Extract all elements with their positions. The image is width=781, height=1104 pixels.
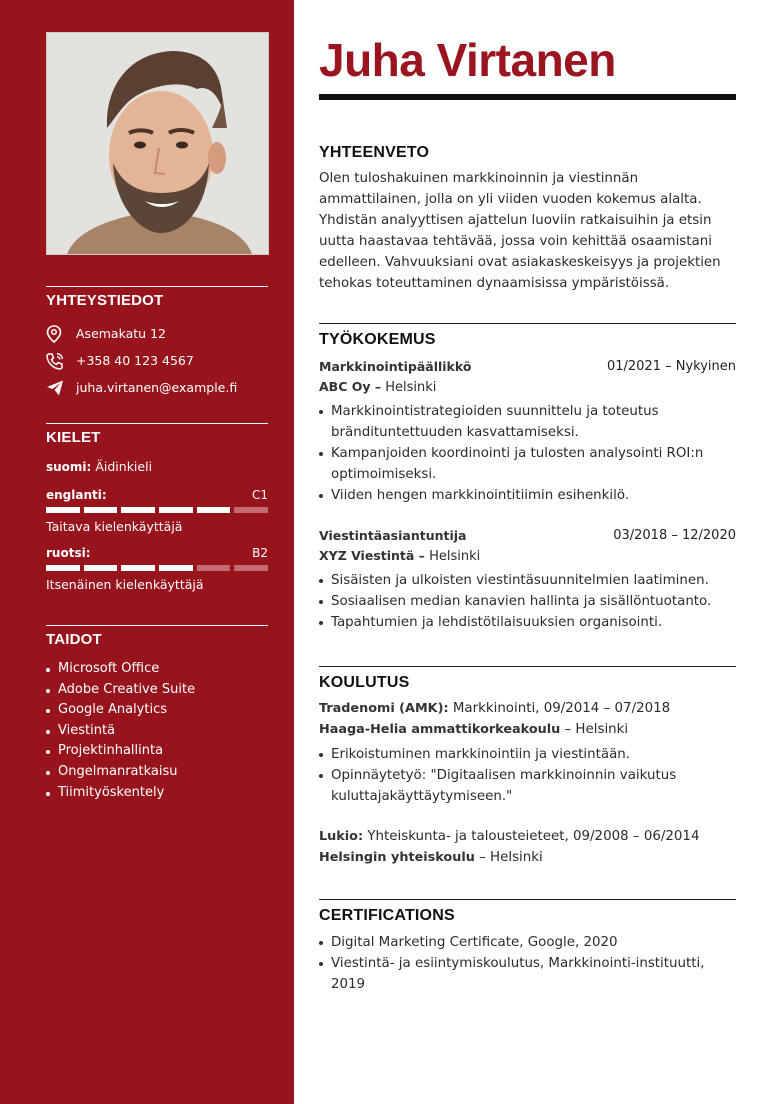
certifications-section	[319, 899, 736, 995]
proficiency-bar-filled	[46, 507, 80, 513]
job-company-name: ABC Oy –	[319, 379, 382, 394]
job-bullets	[319, 401, 736, 506]
job-bullet: Markkinointistrategioiden suunnittelu ja toteutus brändituntettuuden kasvattamiseksi.	[319, 401, 736, 443]
job-company-name: XYZ Viestintä –	[319, 548, 425, 563]
proficiency-bar-filled	[197, 507, 231, 513]
phone-icon	[46, 352, 64, 370]
name-underline	[319, 94, 736, 100]
certifications-heading: CERTIFICATIONS	[319, 907, 455, 924]
education-degree: Tradenomi (AMK):	[319, 701, 449, 716]
contact-heading: YHTEYSTIEDOT	[46, 292, 164, 309]
proficiency-bar-filled	[159, 565, 193, 571]
proficiency-bar-filled	[121, 507, 155, 513]
languages-heading: KIELET	[46, 429, 101, 446]
language-swedish	[46, 543, 268, 595]
language-native	[46, 457, 268, 477]
skill-item: Viestintä	[46, 721, 268, 742]
experience-divider	[319, 323, 736, 324]
certification-item: Digital Marketing Certificate, Google, 2020	[319, 932, 736, 953]
contact-section	[46, 286, 268, 401]
job-dates: 01/2021 – Nykyinen	[606, 359, 736, 374]
language-english-level: C1	[251, 488, 268, 502]
language-native-label: suomi:	[46, 460, 92, 474]
contact-email-text: juha.virtanen@example.fi	[76, 380, 238, 395]
education-location: – Helsinki	[479, 850, 543, 865]
proficiency-bar-filled	[121, 565, 155, 571]
skills-section	[46, 625, 268, 803]
certification-item: Viestintä- ja esiintymiskoulutus, Markkinointi-instituutti, 2019	[319, 953, 736, 995]
skill-item: Ongelmanratkaisu	[46, 762, 268, 783]
job-location: Helsinki	[429, 549, 481, 564]
contact-divider	[46, 286, 268, 287]
summary-section	[319, 141, 736, 294]
contact-address-text: Asemakatu 12	[76, 326, 166, 341]
summary-heading: YHTEENVETO	[319, 144, 430, 161]
job-bullet: Sisäisten ja ulkoisten viestintäsuunnitelmien laatiminen.	[319, 570, 736, 591]
language-english-desc: Taitava kielenkäyttäjä	[46, 519, 183, 534]
contact-phone[interactable]	[46, 347, 268, 374]
certifications-divider	[319, 899, 736, 900]
education-degree: Lukio:	[319, 829, 364, 844]
language-english	[46, 485, 268, 537]
skill-item: Adobe Creative Suite	[46, 680, 268, 701]
job-entry	[319, 526, 736, 633]
skill-item: Google Analytics	[46, 700, 268, 721]
education-entry	[319, 826, 736, 868]
skill-item: Microsoft Office	[46, 659, 268, 680]
language-swedish-bars	[46, 565, 268, 571]
contact-phone-text: +358 40 123 4567	[76, 353, 194, 368]
job-location: Helsinki	[385, 380, 437, 395]
languages-divider	[46, 423, 268, 424]
proficiency-bar-filled	[159, 507, 193, 513]
contact-address	[46, 320, 268, 347]
language-english-label: englanti:	[46, 488, 107, 502]
job-bullet: Tapahtumien ja lehdistötilaisuuksien organisointi.	[319, 612, 736, 633]
job-bullets	[319, 570, 736, 633]
education-entry	[319, 698, 736, 807]
education-bullet: Erikoistuminen markkinointiin ja viestintään.	[319, 744, 736, 765]
education-bullet: Opinnäytetyö: "Digitaalisen markkinoinnin vaikutus kuluttajakäyttäytymiseen."	[319, 765, 736, 807]
location-pin-icon	[46, 325, 64, 343]
proficiency-bar-empty	[234, 507, 268, 513]
profile-photo-illustration	[47, 33, 268, 254]
education-heading: KOULUTUS	[319, 674, 410, 691]
job-entry	[319, 357, 736, 506]
job-bullet: Sosiaalisen median kanavien hallinta ja sisällöntuotanto.	[319, 591, 736, 612]
job-bullet: Viiden hengen markkinointitiimin esihenkilö.	[319, 485, 736, 506]
language-swedish-label: ruotsi:	[46, 546, 91, 560]
proficiency-bar-empty	[234, 565, 268, 571]
contact-email[interactable]	[46, 374, 268, 401]
job-company	[319, 377, 736, 397]
skill-item: Tiimityöskentely	[46, 783, 268, 804]
proficiency-bar-filled	[46, 565, 80, 571]
job-role: Markkinointipäällikkö	[319, 359, 472, 374]
language-swedish-desc: Itsenäinen kielenkäyttäjä	[46, 577, 204, 592]
skill-item: Projektinhallinta	[46, 741, 268, 762]
language-english-bars	[46, 507, 268, 513]
education-school: Helsingin yhteiskoulu	[319, 850, 475, 865]
sidebar	[0, 0, 294, 1104]
education-divider	[319, 666, 736, 667]
profile-photo	[46, 32, 269, 255]
experience-section	[319, 323, 736, 633]
education-school: Haaga-Helia ammattikorkeakoulu	[319, 722, 561, 737]
job-role: Viestintäasiantuntija	[319, 528, 467, 543]
education-detail: Yhteiskunta- ja talousteieteet, 09/2008 – 06/2014	[367, 829, 700, 844]
job-dates: 03/2018 – 12/2020	[613, 528, 736, 543]
proficiency-bar-filled	[84, 565, 118, 571]
languages-section	[46, 423, 268, 601]
skills-heading: TAIDOT	[46, 631, 102, 648]
education-detail: Markkinointi, 09/2014 – 07/2018	[452, 701, 671, 716]
education-section	[319, 666, 736, 868]
certifications-list	[319, 932, 736, 995]
proficiency-bar-empty	[197, 565, 231, 571]
job-company	[319, 546, 736, 566]
summary-text: Olen tuloshakuinen markkinoinnin ja viestinnän ammattilainen, jolla on yli viiden vuoden kokemus alalta. Yhdistän analyyttisen ajattelun luoviin ratkaisuihin ja etsin uutta haastavaa tehtävää, jossa voin kehittää osaamistani edelleen. Vahvuuksiani ovat asiakaskeskeisyys ja projektien tehokas toteuttaminen dynaamisissa ympäristöissä.	[319, 171, 721, 291]
language-swedish-level: B2	[252, 546, 268, 560]
education-bullets	[319, 744, 736, 807]
education-location: – Helsinki	[564, 722, 629, 737]
proficiency-bar-filled	[84, 507, 118, 513]
send-icon	[46, 379, 64, 397]
candidate-name: Juha Virtanen	[319, 34, 616, 86]
skills-list	[46, 659, 268, 803]
language-native-value: Äidinkieli	[95, 459, 153, 474]
skills-divider	[46, 625, 268, 626]
job-bullet: Kampanjoiden koordinointi ja tulosten analysointi ROI:n optimoimiseksi.	[319, 443, 736, 485]
experience-heading: TYÖKOKEMUS	[319, 331, 436, 348]
